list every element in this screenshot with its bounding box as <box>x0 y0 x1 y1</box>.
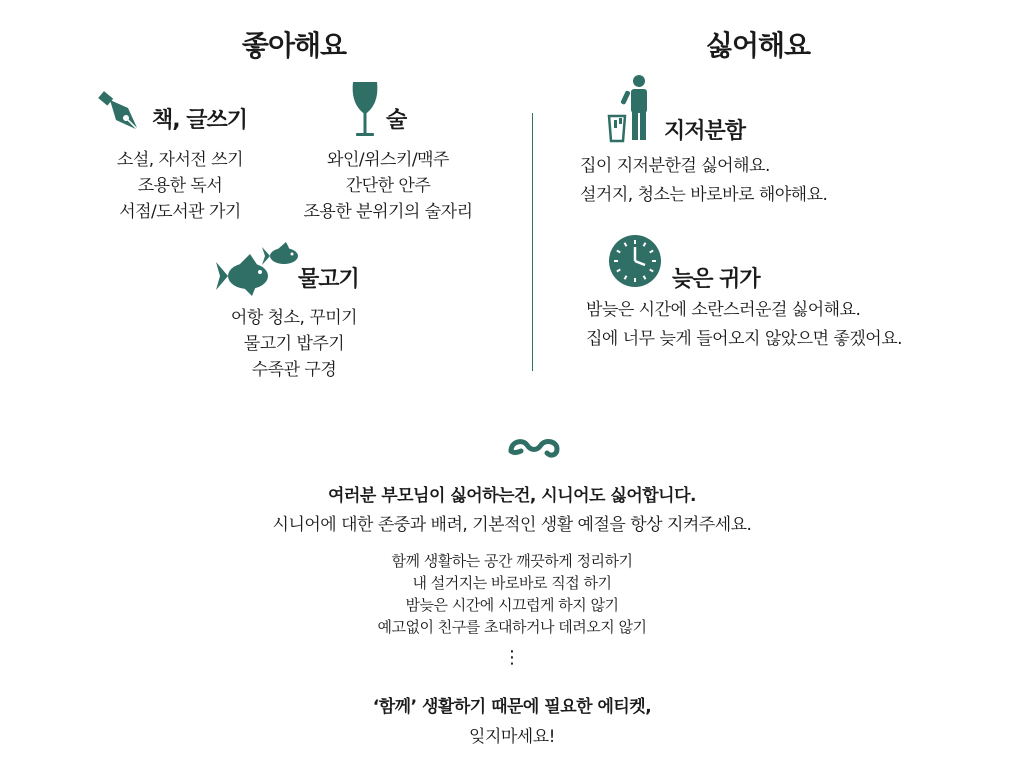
clock-icon <box>608 234 662 288</box>
list-item: 조용한 분위기의 술자리 <box>303 202 473 222</box>
list-item: 내 설거지는 바로바로 직접 하기 <box>412 574 612 592</box>
rules-list <box>0 550 1024 638</box>
list-item: 밤늦은 시간에 소란스러운걸 싫어해요. <box>586 300 861 320</box>
fountain-pen-icon <box>98 86 144 134</box>
dislikes-heading: 싫어해요 <box>705 29 811 62</box>
message-subline: 시니어에 대한 존중과 배려, 기본적인 생활 예절을 항상 지켜주세요. <box>272 515 752 535</box>
list-item: 집이 지저분한걸 싫어해요. <box>580 156 770 176</box>
list-item: 물고기 밥주기 <box>243 334 345 354</box>
list-item: 수족관 구경 <box>251 360 337 380</box>
ornament-icon <box>507 435 561 459</box>
likes-heading: 좋아해요 <box>241 29 347 62</box>
dislikes-item-title-late: 늦은 귀가 <box>672 267 760 292</box>
likes-item-title-books: 책, 글쓰기 <box>152 108 248 133</box>
list-item: 밤늦은 시간에 시끄럽게 하지 않기 <box>405 596 619 614</box>
dislikes-item-lines-messy <box>580 152 827 210</box>
list-item: 함께 생활하는 공간 깨끗하게 정리하기 <box>391 552 633 570</box>
dislikes-item-lines-late <box>586 296 902 354</box>
list-item: 집에 너무 늦게 들어오지 않았으면 좋겠어요. <box>586 329 903 349</box>
column-divider <box>532 113 533 371</box>
wine-glass-icon <box>350 80 380 140</box>
list-item: 조용한 독서 <box>137 176 223 196</box>
likes-item-title-alcohol: 술 <box>386 108 407 133</box>
rules-ellipsis: ⋮ <box>503 647 521 668</box>
list-item: 설거지, 청소는 바로바로 해야해요. <box>580 185 828 205</box>
fish-icon <box>214 240 306 298</box>
list-item: 서점/도서관 가기 <box>119 202 241 222</box>
dislikes-item-title-messy: 지저분함 <box>664 119 746 144</box>
closing-bold: ‘함께’ 생활하기 때문에 필요한 에티켓, <box>372 697 652 717</box>
likes-item-title-fish: 물고기 <box>298 267 359 292</box>
closing-text: 잊지마세요! <box>469 727 555 747</box>
list-item: 예고없이 친구를 초대하거나 데려오지 않기 <box>377 618 647 636</box>
person-trash-icon <box>606 74 656 144</box>
list-item: 간단한 안주 <box>345 176 431 196</box>
likes-item-lines-fish <box>194 305 394 383</box>
list-item: 소설, 자서전 쓰기 <box>116 150 244 170</box>
list-item: 와인/위스키/맥주 <box>327 150 449 170</box>
message-headline: 여러분 부모님이 싫어하는건, 시니어도 싫어합니다. <box>328 486 696 506</box>
likes-item-lines-books <box>80 147 280 225</box>
list-item: 어항 청소, 꾸미기 <box>230 308 358 328</box>
likes-item-lines-alcohol <box>278 147 498 225</box>
